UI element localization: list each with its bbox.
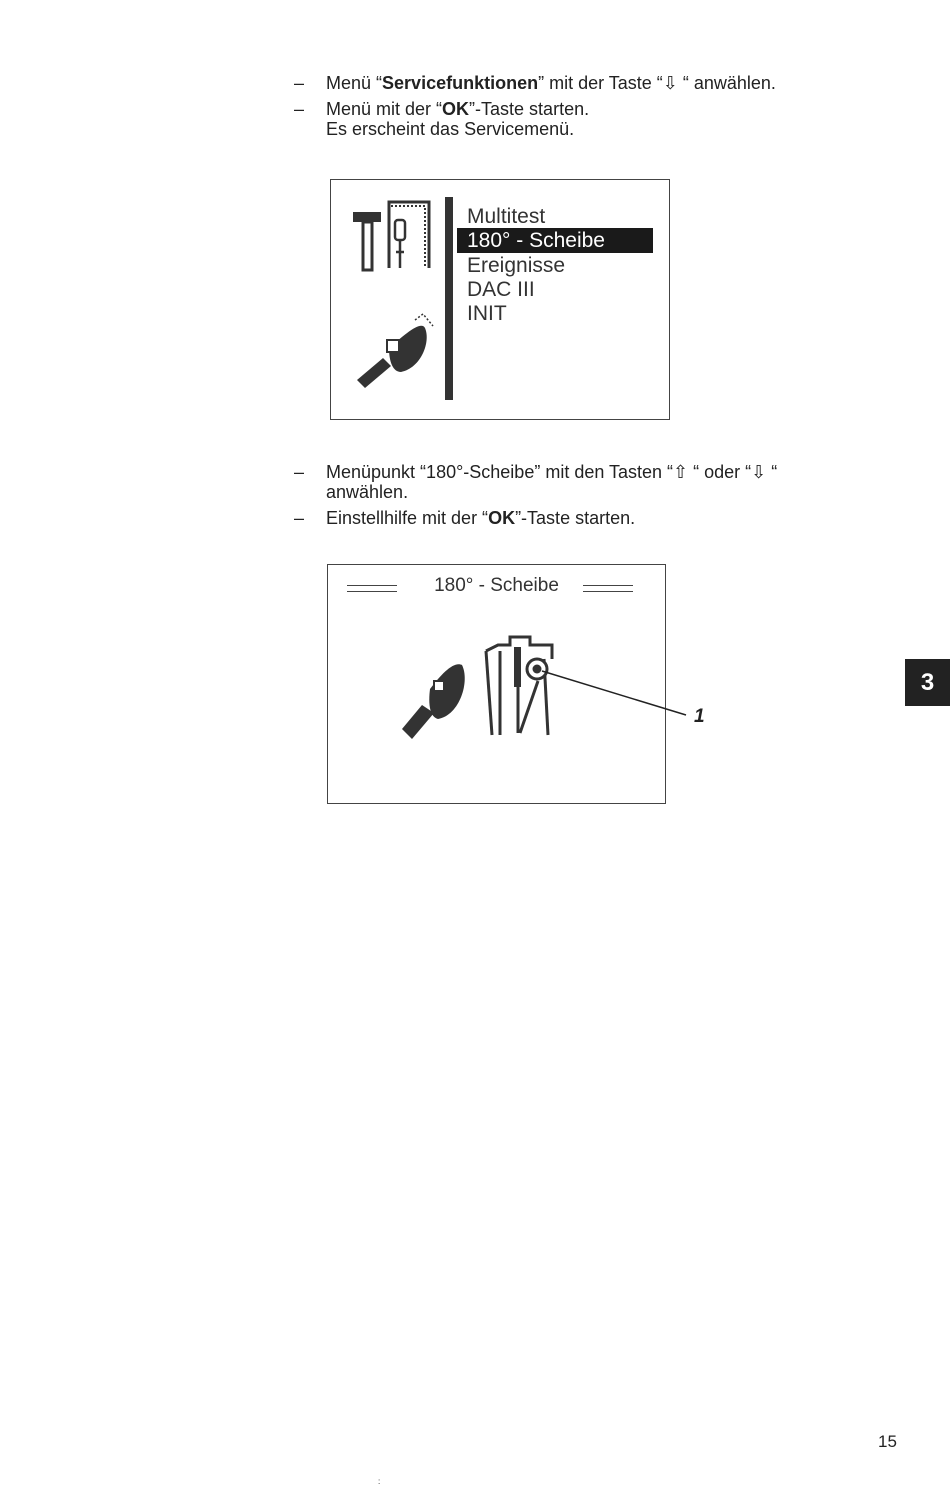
menu-item-dac-iii[interactable]: DAC III (467, 278, 535, 301)
grinder-icon (349, 310, 439, 390)
page-number: 15 (878, 1432, 897, 1451)
step-text: Menüpunkt “180°-Scheibe” mit den Tasten “⇧ “ oder “⇩ “ anwählen. (326, 462, 778, 502)
menu-item-180-scheibe[interactable]: 180° - Scheibe (457, 228, 653, 253)
footer-mark: : (378, 1477, 381, 1486)
service-menu-screen (330, 179, 670, 420)
menu-item-multitest[interactable]: Multitest (467, 205, 546, 228)
menu-divider (445, 197, 453, 400)
title-rule-right (583, 585, 633, 592)
screen-title: 180° - Scheibe (434, 575, 559, 596)
list-dash: – (294, 462, 305, 482)
menu-item-ereignisse[interactable]: Ereignisse (467, 254, 566, 277)
menu-item-init[interactable]: INIT (467, 302, 507, 325)
list-dash: – (294, 508, 305, 528)
step-text: Einstellhilfe mit der “OK”-Taste starten. (326, 508, 636, 528)
tools-icon (349, 194, 439, 284)
list-dash: – (294, 73, 305, 93)
disc-screen (327, 564, 666, 804)
clamp-diagram-icon (482, 635, 562, 739)
chapter-tab: 3 (905, 659, 950, 706)
list-dash: – (294, 99, 305, 119)
step-text: Menü mit der “OK”-Taste starten. Es erscheint das Servicemenü. (326, 99, 590, 139)
grinder-icon (398, 661, 478, 741)
step-text: Menü “Servicefunktionen” mit der Taste “⇩ “ anwählen. (326, 73, 776, 93)
callout-label: 1 (694, 706, 705, 727)
